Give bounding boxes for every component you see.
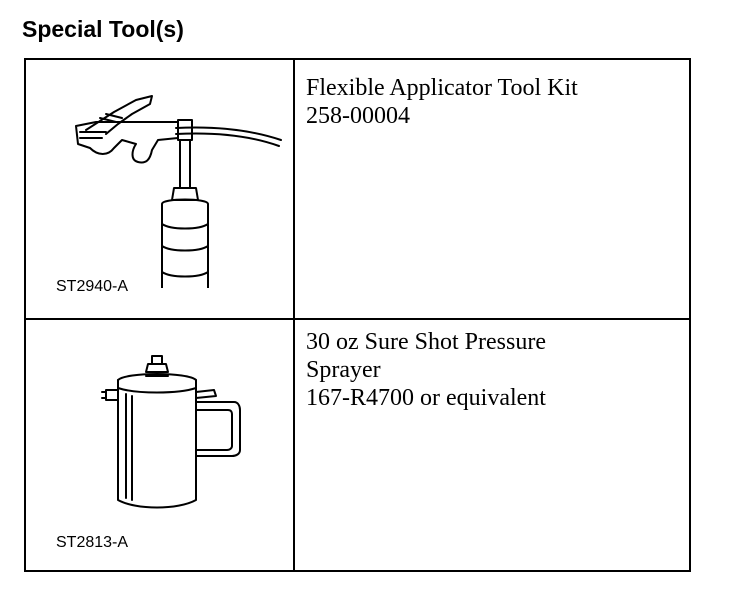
special-tools-table — [24, 58, 691, 572]
tool-part-number: 167-R4700 or equivalent — [306, 385, 546, 411]
illustration-code: ST2813-A — [56, 534, 129, 551]
column-divider — [293, 60, 295, 570]
tool-name-line1: 30 oz Sure Shot Pressure — [306, 329, 546, 355]
illustration-code: ST2940-A — [56, 278, 129, 295]
tool-name-line2: Sprayer — [306, 357, 381, 383]
section-title: Special Tool(s) — [22, 16, 184, 42]
tool-description — [306, 328, 546, 412]
tool-name: Flexible Applicator Tool Kit — [306, 75, 578, 101]
tool-description — [306, 74, 578, 130]
applicator-gun-icon — [66, 88, 286, 288]
tool-part-number: 258-00004 — [306, 103, 410, 129]
pressure-sprayer-icon — [96, 350, 256, 515]
row-divider — [26, 318, 689, 320]
